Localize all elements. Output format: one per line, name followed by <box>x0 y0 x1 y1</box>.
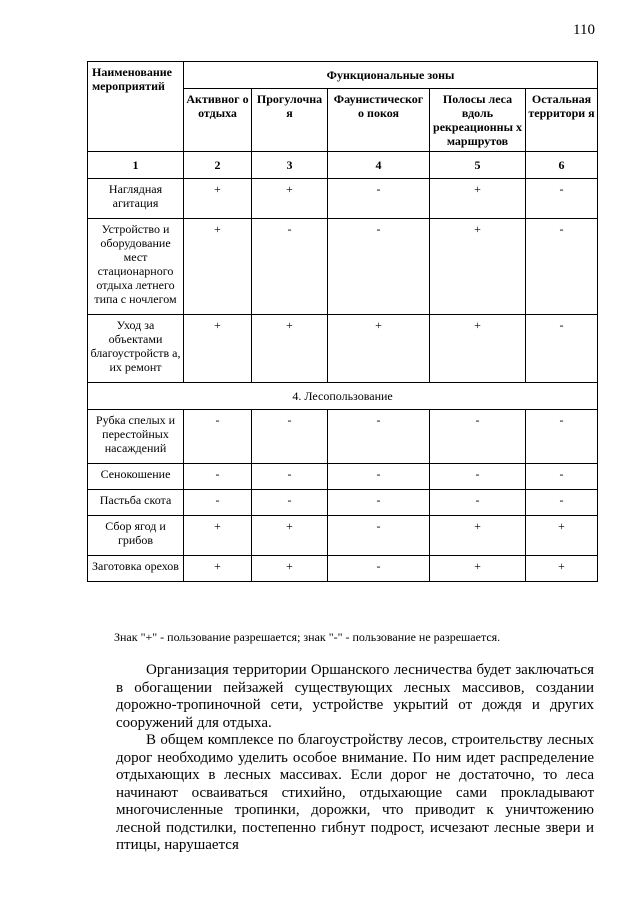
permission-cell: - <box>526 490 598 516</box>
column-number: 1 <box>88 152 184 179</box>
column-number: 6 <box>526 152 598 179</box>
permission-cell: + <box>252 179 328 219</box>
permission-cell: + <box>430 179 526 219</box>
table-row <box>88 556 598 582</box>
permission-cell: + <box>430 219 526 315</box>
measure-name: Наглядная агитация <box>88 179 184 219</box>
permission-cell: - <box>328 179 430 219</box>
permission-cell: - <box>328 516 430 556</box>
permission-cell: - <box>328 219 430 315</box>
table-row <box>88 464 598 490</box>
body-text <box>116 662 594 855</box>
permission-cell: - <box>526 315 598 383</box>
permission-cell: - <box>252 464 328 490</box>
column-number: 2 <box>184 152 252 179</box>
permission-cell: + <box>252 315 328 383</box>
table-row <box>88 516 598 556</box>
page-number: 110 <box>573 22 595 38</box>
table-row <box>88 410 598 464</box>
header-zones: Функциональные зоны <box>184 62 598 89</box>
zone-column-header: Полосы леса вдоль рекреационны х маршрутов <box>430 89 526 152</box>
permission-cell: + <box>526 516 598 556</box>
table-row <box>88 490 598 516</box>
permission-cell: - <box>430 464 526 490</box>
permission-cell: - <box>328 490 430 516</box>
permission-cell: + <box>430 516 526 556</box>
measure-name: Устройство и оборудование мест стационарного отдыха летнего типа с ночлегом <box>88 219 184 315</box>
permission-cell: - <box>184 490 252 516</box>
measure-name: Сбор ягод и грибов <box>88 516 184 556</box>
measure-name: Пастьба скота <box>88 490 184 516</box>
permission-cell: - <box>328 410 430 464</box>
permission-cell: + <box>252 516 328 556</box>
permission-cell: + <box>526 556 598 582</box>
permission-cell: + <box>184 516 252 556</box>
measure-name: Рубка спелых и перестойных насаждений <box>88 410 184 464</box>
permission-cell: + <box>184 315 252 383</box>
permission-cell: + <box>328 315 430 383</box>
section-title: 4. Лесопользование <box>88 383 598 410</box>
permission-cell: - <box>328 556 430 582</box>
paragraph: Организация территории Оршанского лесничества будет заключаться в обогащении пейзажей существующих лесных массивов, создании дорожно-тропиночной сети, устройстве укрытий от дождя и других сооружений для отдыха. <box>116 662 594 731</box>
permission-cell: + <box>252 556 328 582</box>
column-number: 4 <box>328 152 430 179</box>
paragraph: В общем комплексе по благоустройству лесов, строительству лесных дорог необходимо уделить особое внимание. По ним идет распределение отдыхающих в лесных массивах. Если дорог не достаточно, то леса начинают осваиваться стихийно, отдыхающие сами прокладывают многочисленные тропинки, дорожки, что приводит к уничтожению лесной подстилки, постепенно гибнут подрост, исчезают лесные звери и птицы, нарушается <box>116 732 594 853</box>
permission-cell: + <box>184 219 252 315</box>
column-number-row <box>88 152 598 179</box>
permission-cell: - <box>526 219 598 315</box>
permission-cell: - <box>526 179 598 219</box>
permission-cell: + <box>184 179 252 219</box>
permission-cell: + <box>184 556 252 582</box>
table-row <box>88 179 598 219</box>
table-header-row <box>88 62 598 89</box>
zone-column-header: Прогулочна я <box>252 89 328 152</box>
header-measures: Наименование мероприятий <box>88 62 184 152</box>
measure-name: Сенокошение <box>88 464 184 490</box>
zone-column-header: Остальная территори я <box>526 89 598 152</box>
permission-cell: - <box>328 464 430 490</box>
table-row <box>88 219 598 315</box>
section-row <box>88 383 598 410</box>
permission-cell: - <box>526 410 598 464</box>
column-number: 5 <box>430 152 526 179</box>
permission-cell: + <box>430 556 526 582</box>
zone-column-header: Активног о отдыха <box>184 89 252 152</box>
table-row <box>88 315 598 383</box>
zone-column-header: Фаунистическог о покоя <box>328 89 430 152</box>
permission-cell: - <box>252 490 328 516</box>
permission-cell: - <box>184 464 252 490</box>
legend-note: Знак "+" - пользование разрешается; знак "-" - пользование не разрешается. <box>114 630 501 644</box>
permission-cell: - <box>430 490 526 516</box>
permission-cell: - <box>430 410 526 464</box>
permission-cell: - <box>252 219 328 315</box>
permission-cell: - <box>252 410 328 464</box>
measure-name: Заготовка орехов <box>88 556 184 582</box>
permission-cell: - <box>184 410 252 464</box>
permission-cell: + <box>430 315 526 383</box>
column-number: 3 <box>252 152 328 179</box>
permission-cell: - <box>526 464 598 490</box>
zones-table <box>87 61 598 582</box>
measure-name: Уход за объектами благоустройств а, их ремонт <box>88 315 184 383</box>
